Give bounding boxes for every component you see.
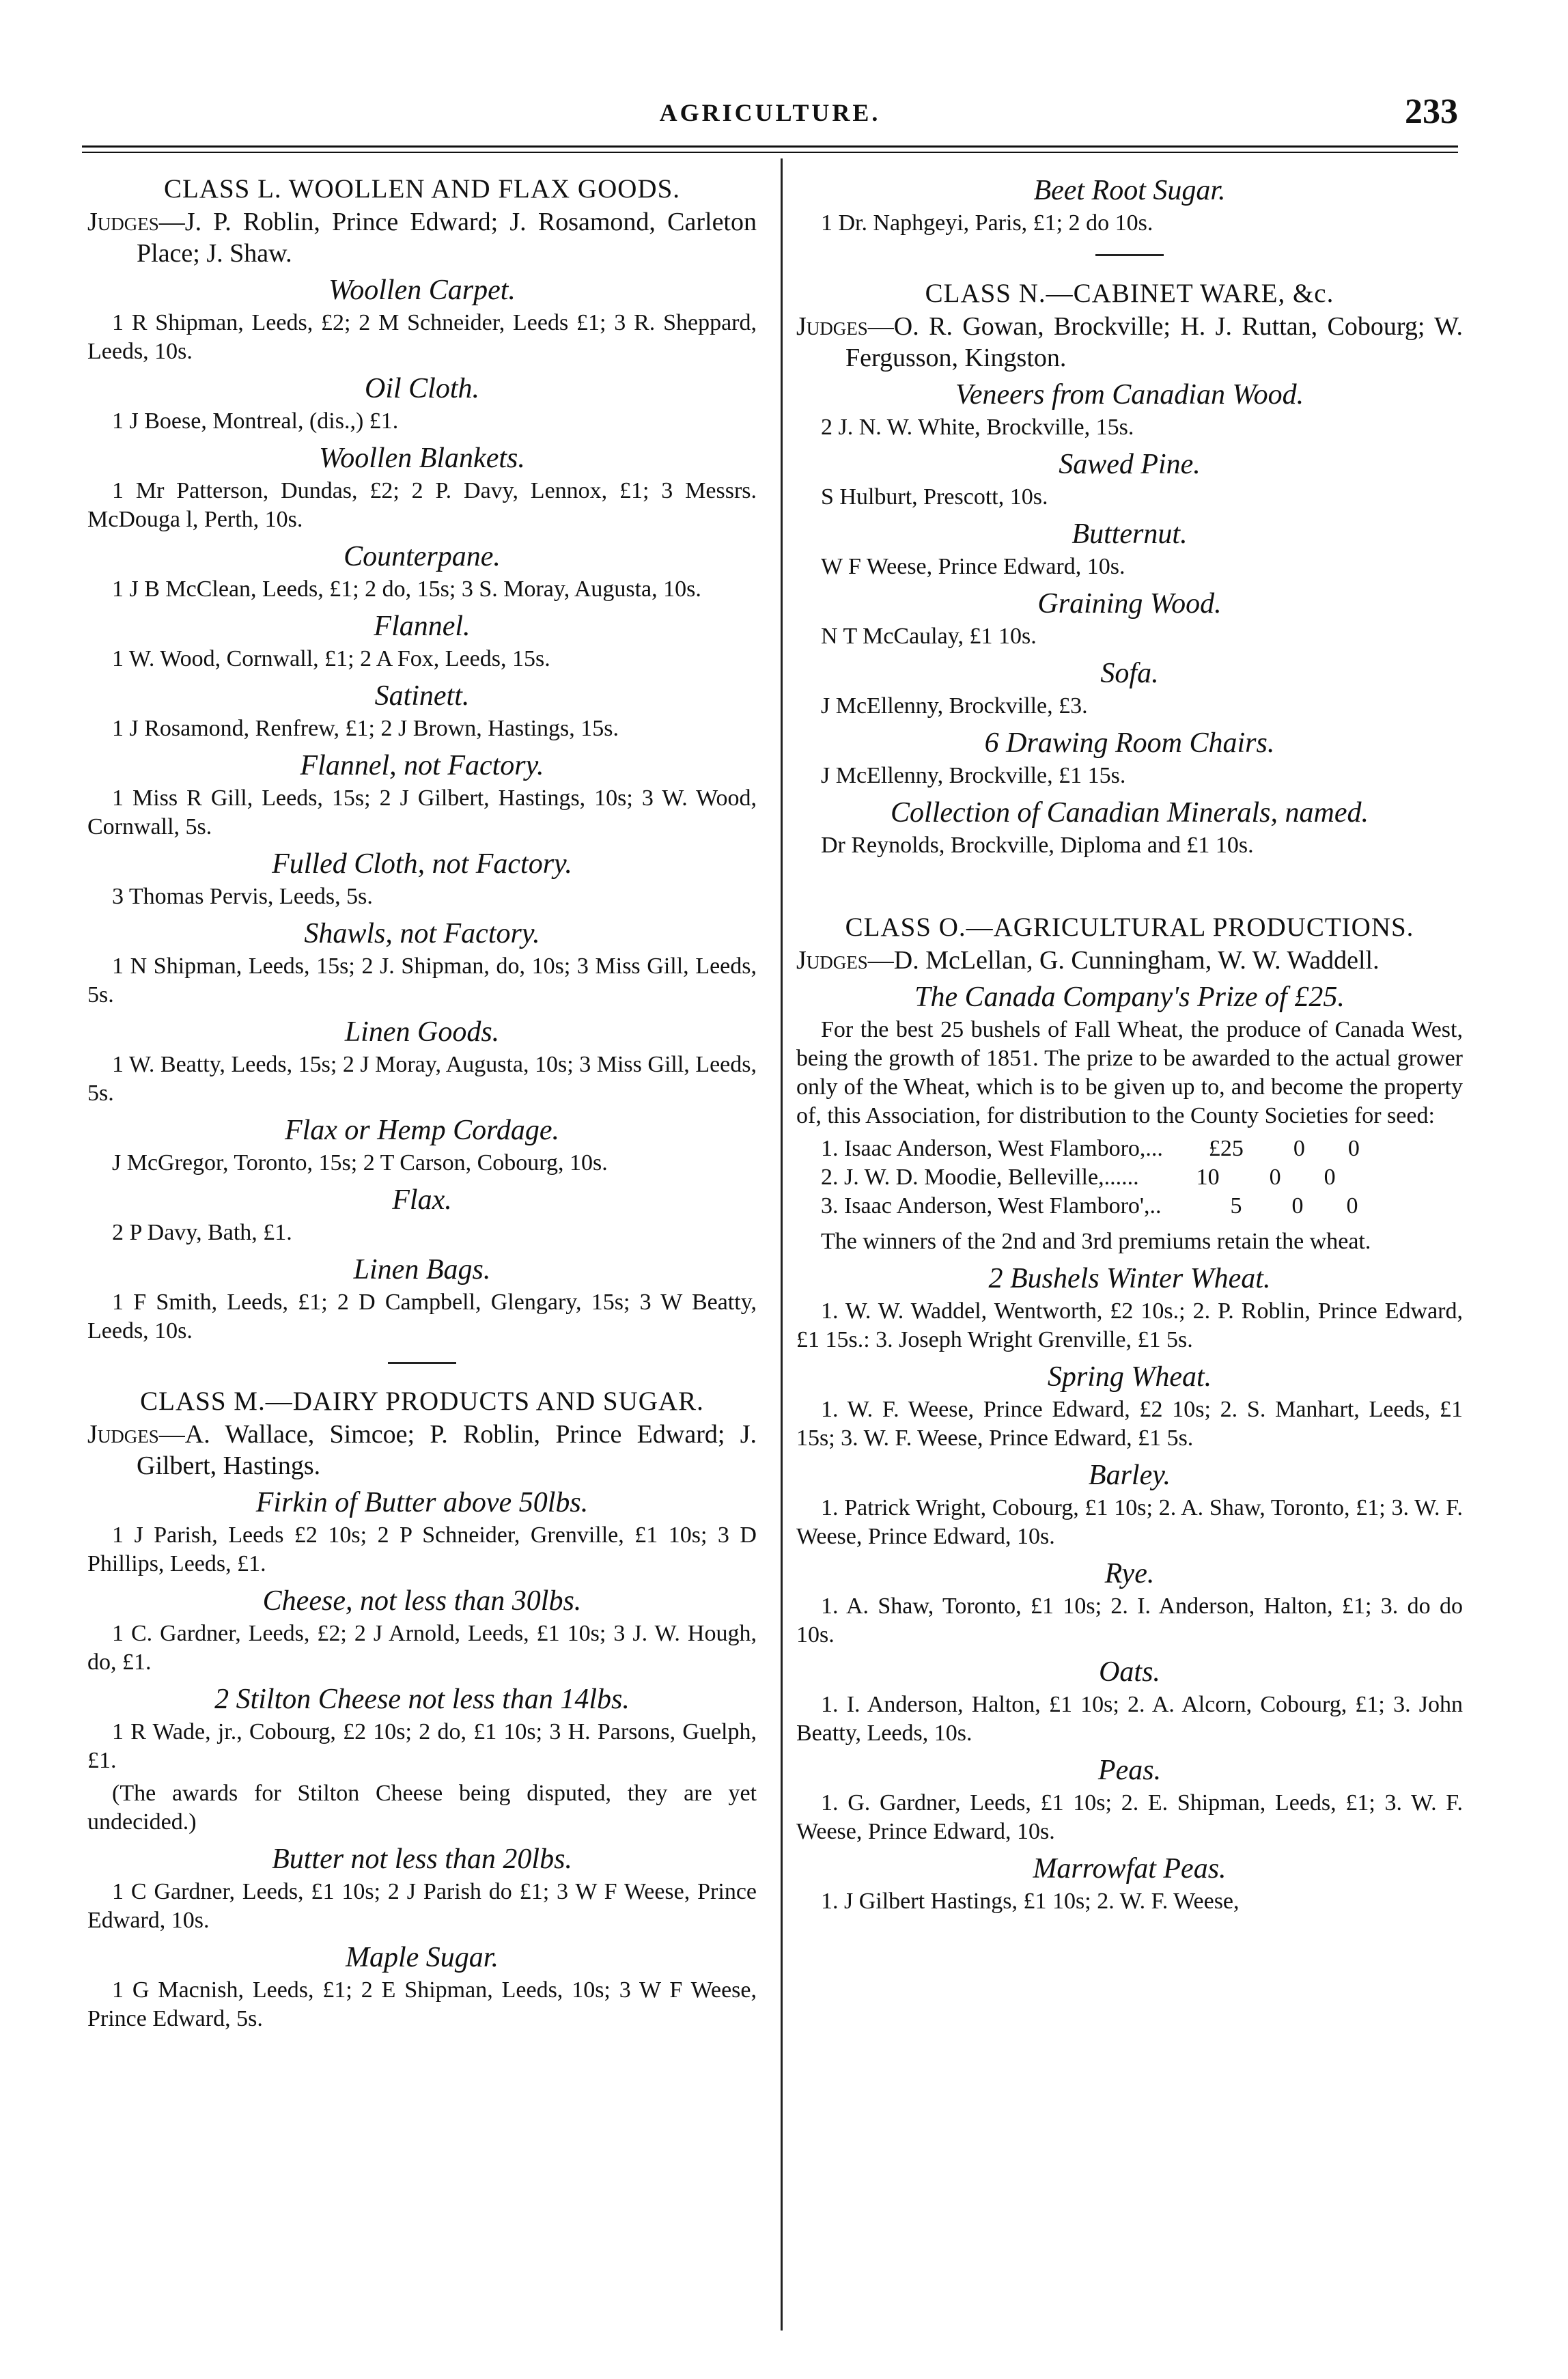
award-entry: 1. G. Gardner, Leeds, £1 10s; 2. E. Shipman, Leeds, £1; 3. W. F. Weese, Prince Edward, 10s. xyxy=(796,1790,1463,1844)
category-title: Firkin of Butter above 50lbs. xyxy=(255,1487,589,1518)
running-title: AGRICULTURE. xyxy=(659,99,881,126)
column-divider xyxy=(781,158,783,2331)
category-title: 2 Bushels Winter Wheat. xyxy=(988,1263,1271,1294)
category-title: Sofa. xyxy=(1100,658,1159,689)
category-title: Cheese, not less than 30lbs. xyxy=(262,1585,582,1617)
category-title: 2 Stilton Cheese not less than 14lbs. xyxy=(214,1684,630,1715)
category-title: Linen Bags. xyxy=(353,1254,491,1285)
section-divider xyxy=(1095,254,1164,256)
award-entry: 1. A. Shaw, Toronto, £1 10s; 2. I. Anderson, Halton, £1; 3. do do 10s. xyxy=(796,1594,1463,1647)
award-entry: 1 N Shipman, Leeds, 15s; 2 J. Shipman, do, 10s; 3 Miss Gill, Leeds, 5s. xyxy=(87,954,757,1007)
award-entry: 1. W. W. Waddel, Wentworth, £2 10s.; 2. P. Roblin, Prince Edward, £1 15s.: 3. Joseph Wright Grenville, £1 5s. xyxy=(796,1298,1463,1352)
prize-winner: 1. Isaac Anderson, West Flamboro,... xyxy=(821,1136,1163,1161)
judges-line xyxy=(87,1419,757,1481)
award-entry: 1 G Macnish, Leeds, £1; 2 E Shipman, Leeds, 10s; 3 W F Weese, Prince Edward, 5s. xyxy=(87,1977,757,2031)
award-entry: 1. I. Anderson, Halton, £1 10s; 2. A. Alcorn, Cobourg, £1; 3. John Beatty, Leeds, 10s. xyxy=(796,1692,1463,1746)
category-title: Oats. xyxy=(1099,1656,1160,1688)
left-column xyxy=(87,169,757,2037)
judges-line xyxy=(796,945,1463,976)
right-column xyxy=(796,169,1463,1920)
award-entry: J McGregor, Toronto, 15s; 2 T Carson, Cobourg, 10s. xyxy=(112,1150,608,1175)
category-title: Graining Wood. xyxy=(1037,588,1222,620)
prize-list xyxy=(821,1135,1463,1221)
class-heading: CLASS M.—DAIRY PRODUCTS AND SUGAR. xyxy=(140,1387,704,1416)
category-title: Barley. xyxy=(1088,1460,1171,1491)
award-entry: 1 R Shipman, Leeds, £2; 2 M Schneider, Leeds £1; 3 R. Sheppard, Leeds, 10s. xyxy=(87,310,757,364)
judges-names: —A. Wallace, Simcoe; P. Roblin, Prince Edward; J. Gilbert, Hastings. xyxy=(137,1420,757,1480)
prize-winner: 2. J. W. D. Moodie, Belleville,...... xyxy=(821,1165,1139,1190)
judges-line xyxy=(796,311,1463,374)
page-number: 233 xyxy=(1405,92,1458,131)
prize-shillings: 0 xyxy=(1291,1193,1304,1219)
category-title: Oil Cloth. xyxy=(364,373,480,404)
category-title: Fulled Cloth, not Factory. xyxy=(272,848,572,880)
category-title: Butternut. xyxy=(1072,518,1188,550)
category-title: Beet Root Sugar. xyxy=(1033,175,1226,206)
prize-pence: 0 xyxy=(1324,1165,1336,1190)
prize-row xyxy=(821,1192,1463,1221)
prize-shillings: 0 xyxy=(1293,1136,1305,1161)
award-entry: 2 P Davy, Bath, £1. xyxy=(112,1220,292,1245)
award-entry: 1 F Smith, Leeds, £1; 2 D Campbell, Glengary, 15s; 3 W Beatty, Leeds, 10s. xyxy=(87,1290,757,1344)
prize-pounds: 10 xyxy=(1196,1165,1220,1190)
award-entry: 3 Thomas Pervis, Leeds, 5s. xyxy=(112,884,373,909)
award-entry: 1. W. F. Weese, Prince Edward, £2 10s; 2. S. Manhart, Leeds, £1 15s; 3. W. F. Weese, Prince Edward, £1 5s. xyxy=(796,1397,1463,1451)
prize-row xyxy=(821,1135,1463,1163)
prize-note: The winners of the 2nd and 3rd premiums retain the wheat. xyxy=(821,1229,1371,1254)
class-heading: CLASS L. WOOLLEN AND FLAX GOODS. xyxy=(163,174,681,204)
category-title: Spring Wheat. xyxy=(1047,1361,1212,1393)
award-entry: J McEllenny, Brockville, £3. xyxy=(821,693,1088,719)
judges-names: —O. R. Gowan, Brockville; H. J. Ruttan, Cobourg; W. Fergusson, Kingston. xyxy=(845,312,1463,372)
category-title: Flannel. xyxy=(374,611,471,642)
judges-label: Judges xyxy=(796,946,868,975)
header-rule xyxy=(82,145,1458,148)
prize-pence: 0 xyxy=(1346,1193,1358,1219)
judges-names: —D. McLellan, G. Cunningham, W. W. Waddell. xyxy=(867,946,1380,975)
category-title: Rye. xyxy=(1104,1558,1155,1589)
award-note: (The awards for Stilton Cheese being disputed, they are yet undecided.) xyxy=(87,1781,757,1835)
award-entry: 2 J. N. W. White, Brockville, 15s. xyxy=(821,415,1134,440)
prize-shillings: 0 xyxy=(1269,1165,1281,1190)
award-entry: 1 W. Wood, Cornwall, £1; 2 A Fox, Leeds, 15s. xyxy=(112,646,550,671)
award-entry: Dr Reynolds, Brockville, Diploma and £1 10s. xyxy=(821,833,1254,858)
award-entry: 1. J Gilbert Hastings, £1 10s; 2. W. F. Weese, xyxy=(821,1889,1240,1914)
running-head xyxy=(82,94,1458,142)
class-heading: CLASS O.—AGRICULTURAL PRODUCTIONS. xyxy=(845,913,1414,942)
award-entry: 1 R Wade, jr., Cobourg, £2 10s; 2 do, £1 10s; 3 H. Parsons, Guelph, £1. xyxy=(87,1719,757,1773)
judges-label: Judges xyxy=(87,1420,159,1449)
award-entry: 1 J B McClean, Leeds, £1; 2 do, 15s; 3 S. Moray, Augusta, 10s. xyxy=(112,576,701,602)
prize-description: For the best 25 bushels of Fall Wheat, the produce of Canada West, being the growth of 1851. The prize to be awarded to the actual grower only of the Wheat, which is to be given up to, and become the property of, this Association, for distribution to the County Societies for seed: xyxy=(796,1017,1463,1128)
category-title: Shawls, not Factory. xyxy=(304,918,540,949)
judges-names: —J. P. Roblin, Prince Edward; J. Rosamond, Carleton Place; J. Shaw. xyxy=(137,208,757,268)
category-title: Butter not less than 20lbs. xyxy=(272,1844,572,1875)
award-entry: 1 J Rosamond, Renfrew, £1; 2 J Brown, Hastings, 15s. xyxy=(112,716,619,741)
category-title: Maple Sugar. xyxy=(346,1942,499,1973)
category-title: Woollen Blankets. xyxy=(319,443,525,474)
prize-pence: 0 xyxy=(1347,1136,1360,1161)
prize-title: The Canada Company's Prize of £25. xyxy=(914,982,1345,1013)
prize-pounds: 5 xyxy=(1230,1193,1242,1219)
category-title: Woollen Carpet. xyxy=(328,275,516,306)
category-title: Linen Goods. xyxy=(344,1016,500,1048)
category-title: Flannel, not Factory. xyxy=(300,750,544,781)
category-title: Flax. xyxy=(392,1184,452,1216)
category-title: Counterpane. xyxy=(344,541,501,572)
section-gap xyxy=(796,864,1463,908)
header-rule-lower xyxy=(82,152,1458,153)
category-title: Marrowfat Peas. xyxy=(1033,1853,1227,1884)
category-title: Peas. xyxy=(1097,1755,1162,1786)
award-entry: S Hulburt, Prescott, 10s. xyxy=(821,484,1048,510)
category-title: Veneers from Canadian Wood. xyxy=(955,379,1304,411)
award-entry: 1 C. Gardner, Leeds, £2; 2 J Arnold, Leeds, £1 10s; 3 J. W. Hough, do, £1. xyxy=(87,1621,757,1675)
award-entry: 1 J Boese, Montreal, (dis.,) £1. xyxy=(112,408,399,434)
award-entry: 1 Dr. Naphgeyi, Paris, £1; 2 do 10s. xyxy=(821,210,1153,236)
award-entry: 1 J Parish, Leeds £2 10s; 2 P Schneider, Grenville, £1 10s; 3 D Phillips, Leeds, £1. xyxy=(87,1522,757,1576)
award-entry: 1 Mr Patterson, Dundas, £2; 2 P. Davy, Lennox, £1; 3 Messrs. McDouga l, Perth, 10s. xyxy=(87,478,757,532)
category-title: Flax or Hemp Cordage. xyxy=(284,1115,560,1146)
category-title: Sawed Pine. xyxy=(1059,449,1201,480)
award-entry: 1 Miss R Gill, Leeds, 15s; 2 J Gilbert, Hastings, 10s; 3 W. Wood, Cornwall, 5s. xyxy=(87,785,757,839)
judges-line xyxy=(87,206,757,269)
class-heading: CLASS N.—CABINET WARE, &c. xyxy=(925,279,1334,308)
prize-winner: 3. Isaac Anderson, West Flamboro',.. xyxy=(821,1193,1162,1219)
award-entry: 1. Patrick Wright, Cobourg, £1 10s; 2. A. Shaw, Toronto, £1; 3. W. F. Weese, Prince Edward, 10s. xyxy=(796,1495,1463,1549)
category-title: Satinett. xyxy=(374,680,470,712)
award-entry: 1 W. Beatty, Leeds, 15s; 2 J Moray, Augusta, 10s; 3 Miss Gill, Leeds, 5s. xyxy=(87,1052,757,1106)
award-entry: W F Weese, Prince Edward, 10s. xyxy=(821,554,1125,579)
section-divider xyxy=(388,1362,456,1364)
prize-row xyxy=(821,1163,1463,1192)
award-entry: N T McCaulay, £1 10s. xyxy=(821,624,1037,649)
judges-label: Judges xyxy=(87,208,159,236)
category-title: Collection of Canadian Minerals, named. xyxy=(891,797,1369,829)
award-entry: 1 C Gardner, Leeds, £1 10s; 2 J Parish do £1; 3 W F Weese, Prince Edward, 10s. xyxy=(87,1879,757,1933)
prize-pounds: £25 xyxy=(1208,1136,1244,1161)
category-title: 6 Drawing Room Chairs. xyxy=(984,727,1275,759)
judges-label: Judges xyxy=(796,312,868,341)
award-entry: J McEllenny, Brockville, £1 15s. xyxy=(821,763,1126,788)
